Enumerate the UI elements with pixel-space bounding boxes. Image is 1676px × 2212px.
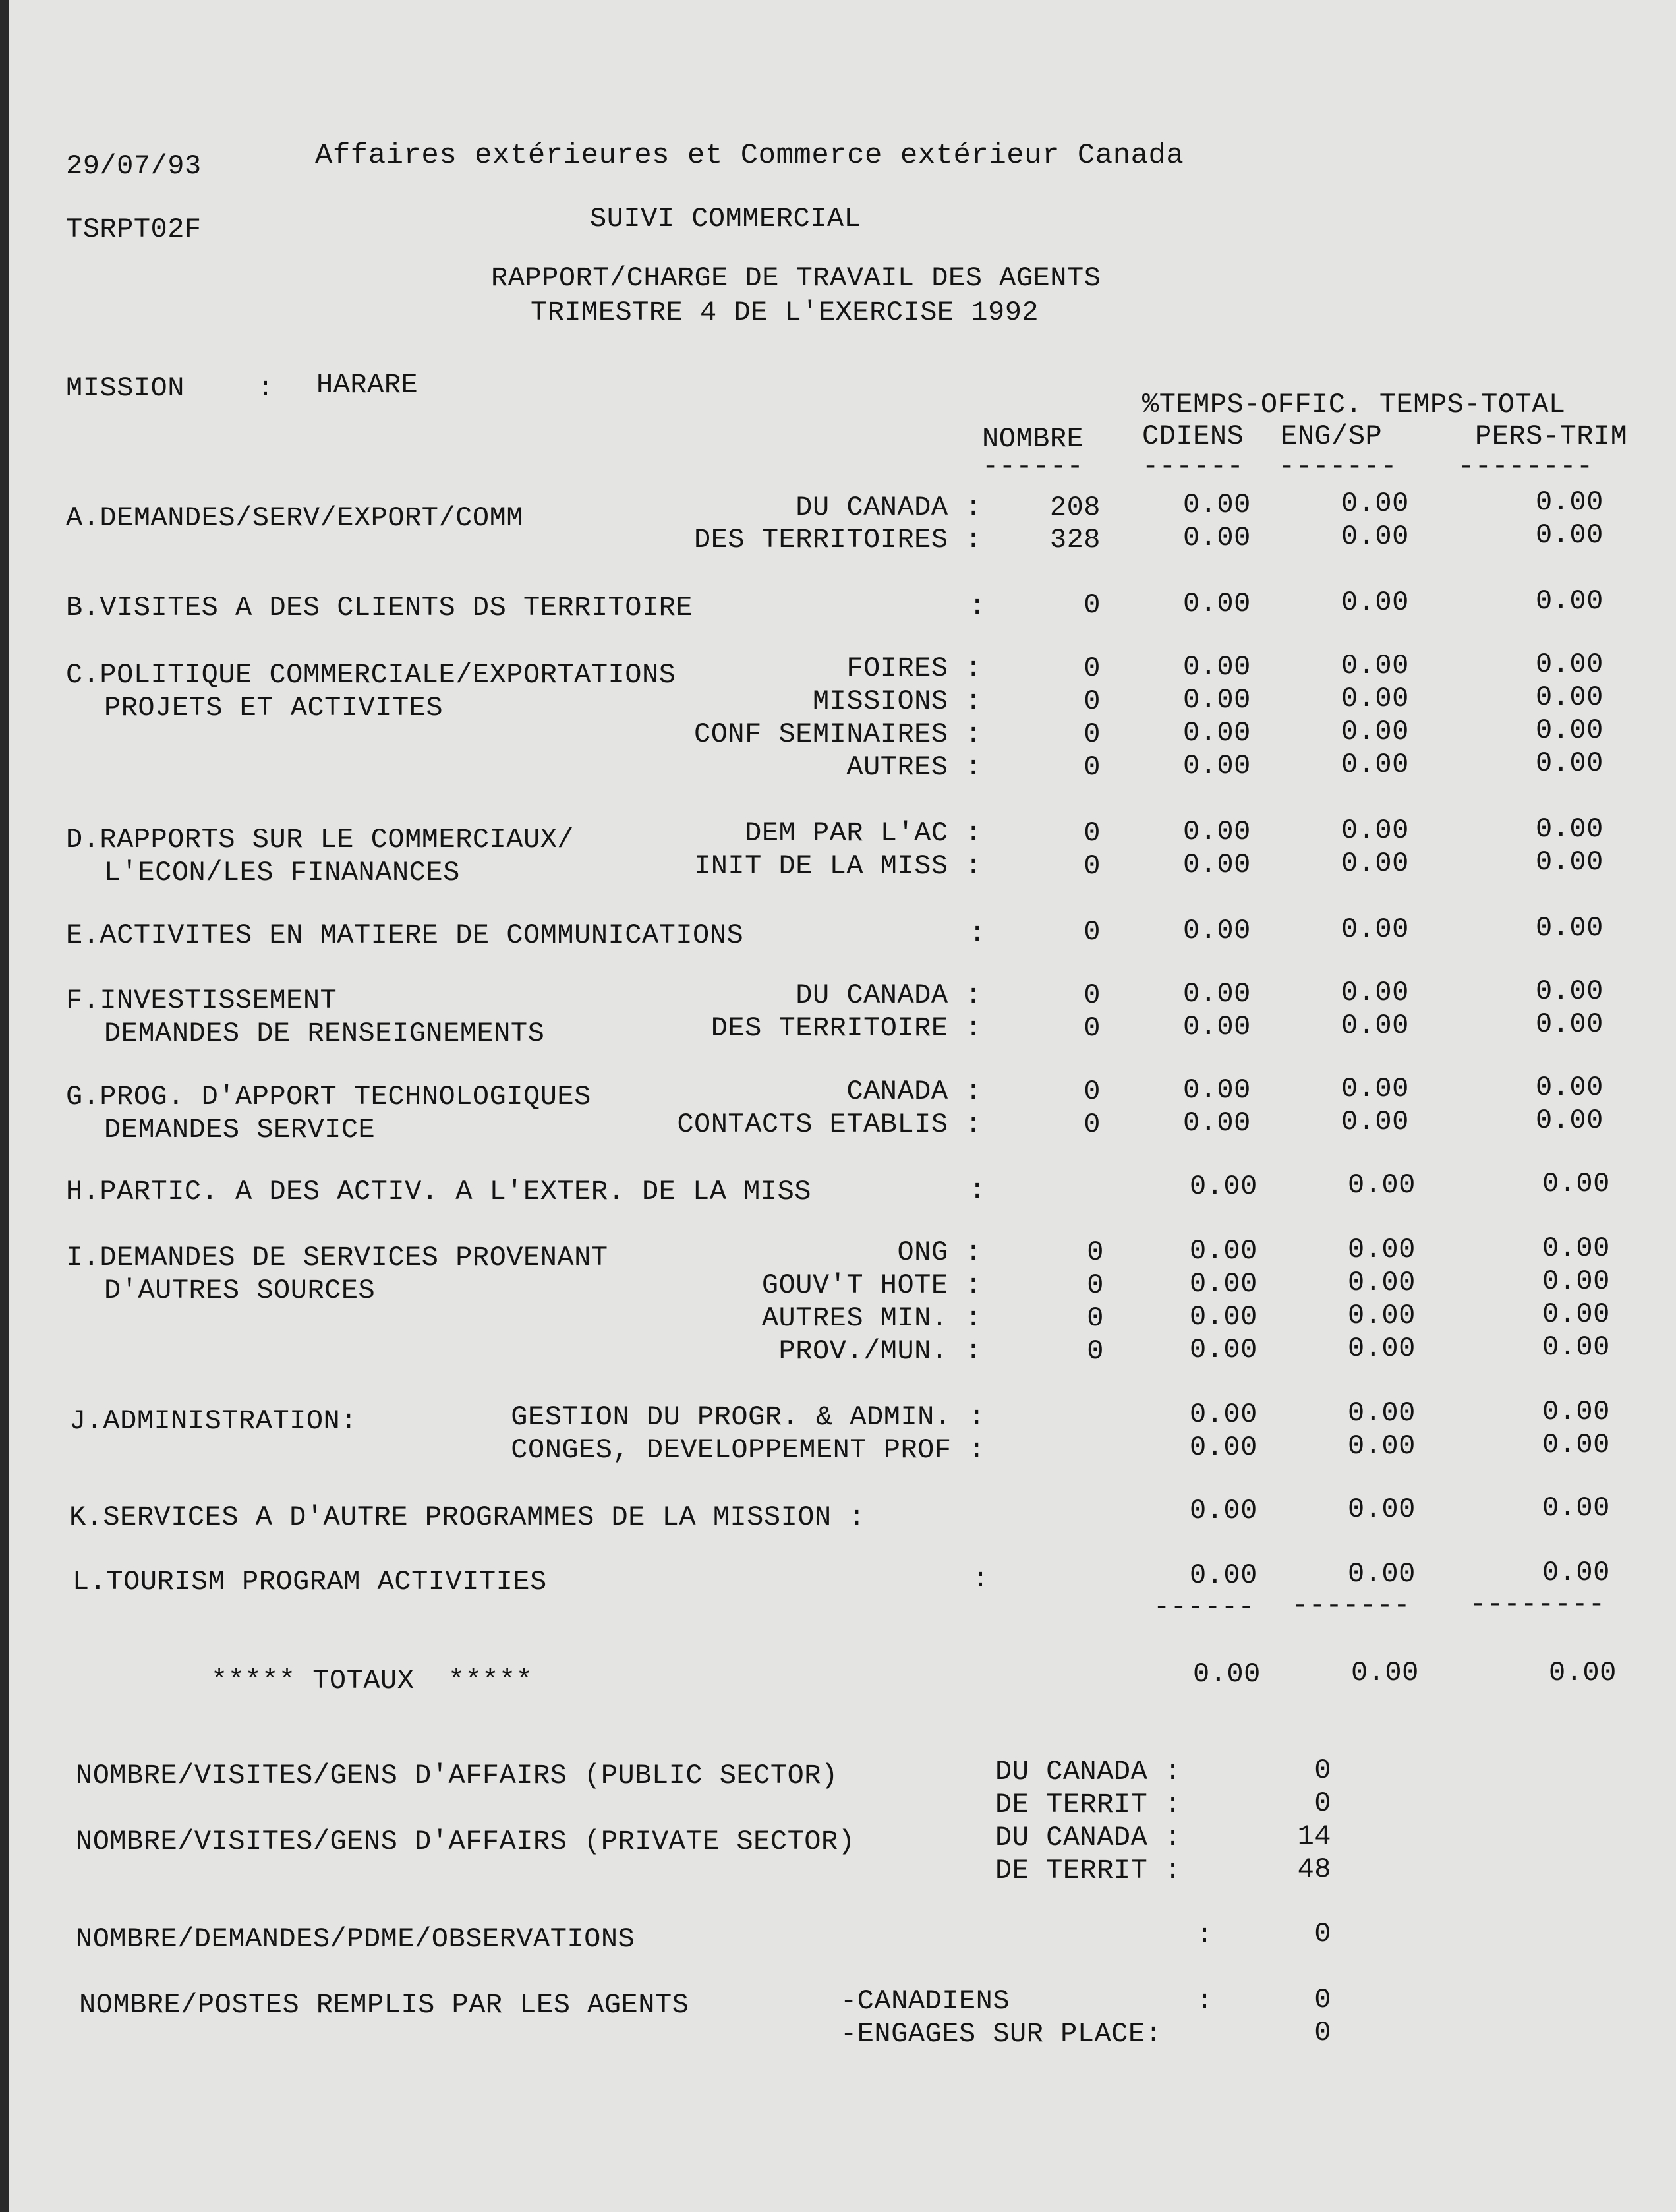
private-sector-value: 14 <box>1297 1820 1331 1852</box>
section-j-row-cdiens: 0.00 <box>1190 1399 1257 1430</box>
totals-perstrim: 0.00 <box>1549 1657 1617 1689</box>
section-b-title: B.VISITES A DES CLIENTS DS TERRITOIRE <box>66 592 693 624</box>
section-c-row-cdiens: 0.00 <box>1183 651 1251 683</box>
section-i-row-perstrim: 0.00 <box>1542 1298 1610 1330</box>
section-i-row-engsp: 0.00 <box>1348 1267 1416 1298</box>
section-i-row-cdiens: 0.00 <box>1190 1301 1257 1333</box>
section-g-row-cdiens: 0.00 <box>1183 1074 1251 1106</box>
section-a-row-label: DU CANADA : <box>795 492 982 523</box>
section-a-row-cdiens: 0.00 <box>1183 522 1251 554</box>
section-h-colon: : <box>969 1175 986 1206</box>
section-l-cdiens: 0.00 <box>1190 1559 1257 1591</box>
section-i-row-cdiens: 0.00 <box>1190 1334 1257 1366</box>
section-i-row-perstrim: 0.00 <box>1542 1266 1610 1297</box>
section-c-row-label: CONF SEMINAIRES : <box>694 718 982 750</box>
column-divider: ------- <box>1279 451 1397 482</box>
column-divider: ------ <box>1142 451 1244 482</box>
section-a-title: A.DEMANDES/SERV/EXPORT/COMM <box>66 502 524 534</box>
public-sector-sub: DU CANADA : <box>995 1756 1182 1788</box>
totals-label: ***** TOTAUX ***** <box>211 1665 533 1697</box>
postes-label: NOMBRE/POSTES REMPLIS PAR LES AGENTS <box>79 1989 689 2021</box>
section-i-row-engsp: 0.00 <box>1348 1333 1416 1364</box>
private-sector-sub: DE TERRIT : <box>995 1855 1182 1886</box>
section-j-row-perstrim: 0.00 <box>1542 1429 1610 1461</box>
totals-divider: ------- <box>1292 1590 1410 1621</box>
section-i-row-label: ONG : <box>897 1237 982 1268</box>
section-c-row-engsp: 0.00 <box>1341 716 1409 747</box>
section-f-row-label: DU CANADA : <box>795 979 982 1011</box>
section-c-row-cdiens: 0.00 <box>1183 750 1251 782</box>
section-i-row-nombre: 0 <box>1087 1269 1104 1301</box>
section-k-cdiens: 0.00 <box>1190 1495 1257 1527</box>
section-f-row-perstrim: 0.00 <box>1536 1008 1604 1040</box>
section-e-colon: : <box>969 917 986 949</box>
section-g-row-engsp: 0.00 <box>1341 1106 1409 1138</box>
report-date: 29/07/93 <box>66 150 202 182</box>
private-sector-sub: DU CANADA : <box>995 1822 1182 1853</box>
section-i-row-perstrim: 0.00 <box>1542 1233 1610 1264</box>
mission-label: MISSION <box>66 372 185 404</box>
section-h-perstrim: 0.00 <box>1542 1168 1610 1200</box>
section-g-row-label: CONTACTS ETABLIS : <box>677 1109 982 1140</box>
section-j-row-engsp: 0.00 <box>1348 1397 1416 1429</box>
postes-sub: -ENGAGES SUR PLACE: <box>840 2018 1163 2050</box>
postes-sub: -CANADIENS <box>840 1985 1010 2017</box>
section-l-perstrim: 0.00 <box>1542 1557 1610 1588</box>
section-f-row-nombre: 0 <box>1084 1012 1101 1044</box>
section-d-row-perstrim: 0.00 <box>1536 813 1604 845</box>
section-g-row-cdiens: 0.00 <box>1183 1107 1251 1139</box>
pdme-label: NOMBRE/DEMANDES/PDME/OBSERVATIONS <box>76 1923 635 1955</box>
section-g-row-perstrim: 0.00 <box>1536 1072 1604 1103</box>
section-b-nombre: 0 <box>1084 589 1101 621</box>
section-c-row-label: MISSIONS : <box>812 685 982 717</box>
section-i-row-nombre: 0 <box>1087 1335 1104 1367</box>
section-e-nombre: 0 <box>1084 916 1101 948</box>
public-sector-label: NOMBRE/VISITES/GENS D'AFFAIRS (PUBLIC SECTOR) <box>76 1760 838 1791</box>
column-header-line1: %TEMPS-OFFIC. TEMPS-TOTAL <box>1142 389 1566 421</box>
section-j-row-engsp: 0.00 <box>1348 1430 1416 1462</box>
section-i-row-label: AUTRES MIN. : <box>761 1302 982 1334</box>
section-f-row-cdiens: 0.00 <box>1183 978 1251 1010</box>
section-f-title: F.INVESTISSEMENT <box>66 985 337 1016</box>
section-d-row-label: INIT DE LA MISS : <box>694 850 982 882</box>
column-divider: -------- <box>1458 451 1594 482</box>
section-k-engsp: 0.00 <box>1348 1494 1416 1525</box>
section-h-title: H.PARTIC. A DES ACTIV. A L'EXTER. DE LA MISS <box>66 1176 811 1208</box>
section-f-subtitle: DEMANDES DE RENSEIGNEMENTS <box>104 1018 545 1049</box>
column-header-nombre: NOMBRE <box>982 423 1084 455</box>
section-c-row-nombre: 0 <box>1084 718 1101 750</box>
section-f-row-label: DES TERRITOIRE : <box>710 1012 982 1044</box>
section-i-row-engsp: 0.00 <box>1348 1234 1416 1266</box>
section-d-row-cdiens: 0.00 <box>1183 849 1251 881</box>
pdme-colon: : <box>1196 1919 1213 1951</box>
section-j-row-label: GESTION DU PROGR. & ADMIN. : <box>511 1401 985 1433</box>
section-i-row-perstrim: 0.00 <box>1542 1331 1610 1363</box>
public-sector-sub: DE TERRIT : <box>995 1789 1182 1820</box>
postes-colon: : <box>1196 1985 1213 2017</box>
section-c-row-engsp: 0.00 <box>1341 749 1409 780</box>
section-g-subtitle: DEMANDES SERVICE <box>104 1114 376 1146</box>
section-g-row-engsp: 0.00 <box>1341 1073 1409 1105</box>
section-a-row-perstrim: 0.00 <box>1536 486 1604 518</box>
section-i-title: I.DEMANDES DE SERVICES PROVENANT <box>66 1242 608 1273</box>
section-e-title: E.ACTIVITES EN MATIERE DE COMMUNICATIONS <box>66 919 744 951</box>
section-j-row-label: CONGES, DEVELOPPEMENT PROF : <box>511 1434 985 1466</box>
section-i-row-nombre: 0 <box>1087 1302 1104 1334</box>
section-i-row-cdiens: 0.00 <box>1190 1235 1257 1267</box>
section-b-perstrim: 0.00 <box>1536 585 1604 617</box>
totals-divider: ------ <box>1153 1591 1256 1623</box>
section-d-row-cdiens: 0.00 <box>1183 816 1251 848</box>
section-c-row-label: AUTRES : <box>846 751 982 783</box>
section-g-title: G.PROG. D'APPORT TECHNOLOGIQUES <box>66 1081 591 1113</box>
postes-value: 0 <box>1314 1984 1331 2016</box>
section-c-row-perstrim: 0.00 <box>1536 649 1604 680</box>
private-sector-label: NOMBRE/VISITES/GENS D'AFFAIRS (PRIVATE SECTOR) <box>76 1826 855 1857</box>
section-e-cdiens: 0.00 <box>1183 915 1251 946</box>
section-c-row-engsp: 0.00 <box>1341 683 1409 714</box>
pdme-value: 0 <box>1314 1918 1331 1950</box>
section-g-row-label: CANADA : <box>846 1076 982 1107</box>
section-c-row-perstrim: 0.00 <box>1536 682 1604 713</box>
column-header-perstrim: PERS-TRIM <box>1475 421 1628 452</box>
private-sector-value: 48 <box>1297 1853 1331 1885</box>
section-e-engsp: 0.00 <box>1341 914 1409 945</box>
section-k-perstrim: 0.00 <box>1542 1492 1610 1524</box>
section-d-row-nombre: 0 <box>1084 850 1101 882</box>
mission-value: HARARE <box>316 369 419 401</box>
department-name: Affaires extérieures et Commerce extérieur Canada <box>315 139 1184 172</box>
section-f-row-nombre: 0 <box>1084 979 1101 1011</box>
postes-value: 0 <box>1314 2017 1331 2049</box>
section-a-row-cdiens: 0.00 <box>1183 489 1251 521</box>
section-e-perstrim: 0.00 <box>1536 912 1604 944</box>
section-f-row-perstrim: 0.00 <box>1536 975 1604 1007</box>
section-g-row-nombre: 0 <box>1084 1076 1101 1107</box>
section-a-row-perstrim: 0.00 <box>1536 519 1604 551</box>
mission-colon: : <box>257 372 274 404</box>
section-d-title: D.RAPPORTS SUR LE COMMERCIAUX/ <box>66 824 575 856</box>
section-c-row-nombre: 0 <box>1084 751 1101 783</box>
section-c-row-label: FOIRES : <box>846 653 982 684</box>
section-i-row-cdiens: 0.00 <box>1190 1268 1257 1300</box>
section-j-row-cdiens: 0.00 <box>1190 1432 1257 1463</box>
public-sector-value: 0 <box>1314 1755 1331 1786</box>
section-b-engsp: 0.00 <box>1341 587 1409 618</box>
section-c-row-engsp: 0.00 <box>1341 650 1409 682</box>
section-c-row-perstrim: 0.00 <box>1536 714 1604 746</box>
section-g-row-perstrim: 0.00 <box>1536 1105 1604 1136</box>
section-j-row-perstrim: 0.00 <box>1542 1396 1610 1428</box>
totals-cdiens: 0.00 <box>1193 1658 1261 1690</box>
section-l-engsp: 0.00 <box>1348 1558 1416 1590</box>
section-d-row-engsp: 0.00 <box>1341 815 1409 846</box>
section-i-row-label: PROV./MUN. : <box>778 1335 982 1367</box>
section-a-row-nombre: 208 <box>1049 492 1101 523</box>
section-g-row-nombre: 0 <box>1084 1109 1101 1140</box>
section-l-colon: : <box>972 1563 989 1595</box>
section-b-colon: : <box>969 591 986 622</box>
report-title: RAPPORT/CHARGE DE TRAVAIL DES AGENTS <box>491 262 1101 294</box>
public-sector-value: 0 <box>1314 1788 1331 1819</box>
section-d-row-label: DEM PAR L'AC : <box>745 817 982 849</box>
totals-divider: -------- <box>1470 1588 1605 1620</box>
section-d-row-perstrim: 0.00 <box>1536 846 1604 878</box>
section-c-row-nombre: 0 <box>1084 653 1101 684</box>
section-c-row-cdiens: 0.00 <box>1183 684 1251 716</box>
section-a-row-nombre: 328 <box>1049 524 1101 556</box>
section-d-row-nombre: 0 <box>1084 817 1101 849</box>
report-period: TRIMESTRE 4 DE L'EXERCISE 1992 <box>531 297 1039 328</box>
section-d-subtitle: L'ECON/LES FINANANCES <box>104 857 460 888</box>
section-i-row-engsp: 0.00 <box>1348 1300 1416 1331</box>
section-k-title: K.SERVICES A D'AUTRE PROGRAMMES DE LA MISSION : <box>69 1501 866 1533</box>
column-header-engsp: ENG/SP <box>1281 421 1383 452</box>
section-b-cdiens: 0.00 <box>1183 588 1251 620</box>
section-c-title: C.POLITIQUE COMMERCIALE/EXPORTATIONS <box>66 659 676 691</box>
section-f-row-cdiens: 0.00 <box>1183 1011 1251 1043</box>
section-f-row-engsp: 0.00 <box>1341 977 1409 1008</box>
section-i-row-label: GOUV'T HOTE : <box>761 1269 982 1301</box>
column-divider: ------ <box>982 451 1084 482</box>
section-a-row-engsp: 0.00 <box>1341 488 1409 519</box>
section-c-row-cdiens: 0.00 <box>1183 717 1251 749</box>
section-j-title: J.ADMINISTRATION: <box>69 1405 357 1437</box>
section-i-row-nombre: 0 <box>1087 1237 1104 1268</box>
column-header-cdiens: CDIENS <box>1142 421 1244 452</box>
system-name: SUIVI COMMERCIAL <box>590 203 861 235</box>
section-a-row-engsp: 0.00 <box>1341 521 1409 552</box>
section-c-subtitle: PROJETS ET ACTIVITES <box>104 692 444 724</box>
report-code: TSRPT02F <box>66 214 202 245</box>
section-d-row-engsp: 0.00 <box>1341 848 1409 879</box>
section-i-subtitle: D'AUTRES SOURCES <box>104 1275 376 1306</box>
section-h-engsp: 0.00 <box>1348 1169 1416 1201</box>
section-c-row-nombre: 0 <box>1084 685 1101 717</box>
section-h-cdiens: 0.00 <box>1190 1171 1257 1202</box>
section-l-title: L.TOURISM PROGRAM ACTIVITIES <box>72 1566 547 1598</box>
totals-engsp: 0.00 <box>1351 1657 1419 1689</box>
section-c-row-perstrim: 0.00 <box>1536 747 1604 779</box>
section-a-row-label: DES TERRITOIRES : <box>694 524 982 556</box>
section-f-row-engsp: 0.00 <box>1341 1010 1409 1041</box>
scan-edge <box>0 0 9 2212</box>
